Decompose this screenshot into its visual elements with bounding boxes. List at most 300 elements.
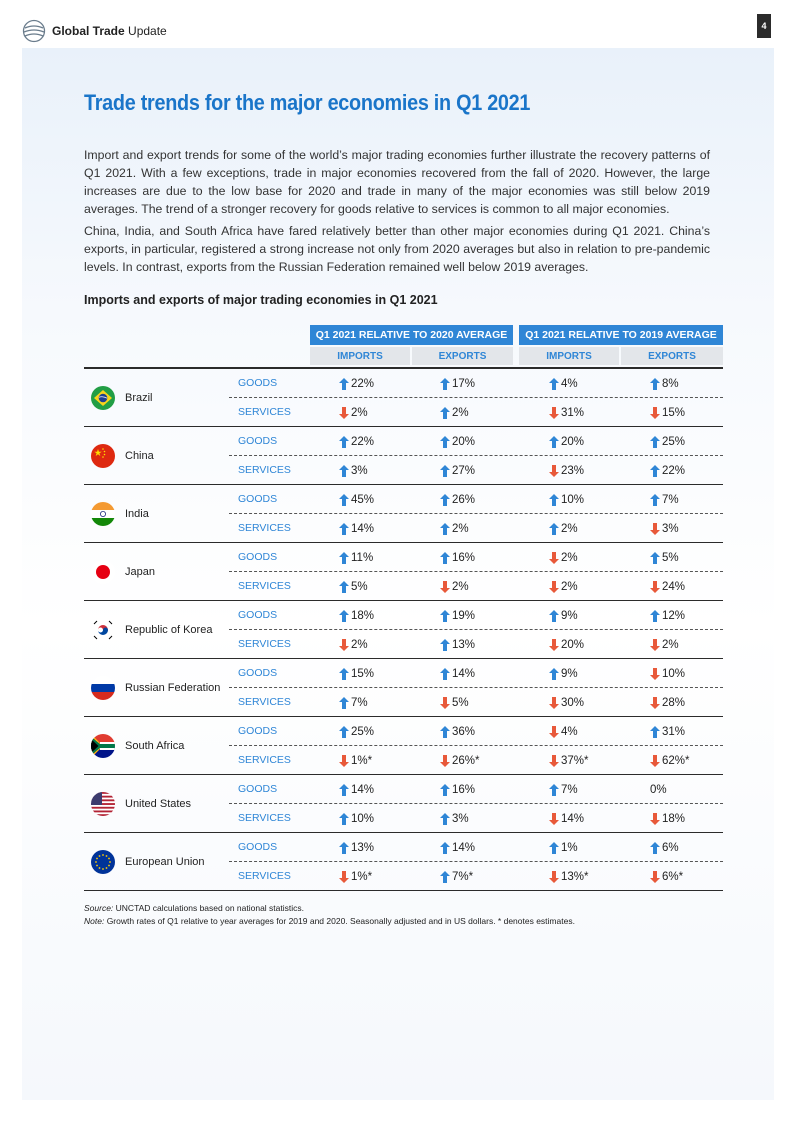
value-cell (440, 378, 475, 390)
value-cell (650, 465, 685, 477)
services-label: SERVICES (238, 580, 291, 592)
up-arrow-icon (650, 494, 662, 506)
china-flag-icon (91, 444, 115, 468)
table-row (84, 717, 723, 775)
value-cell (650, 436, 685, 448)
up-arrow-icon (549, 523, 561, 535)
value-cell (339, 610, 374, 622)
value-text: 18% (351, 610, 375, 622)
down-arrow-icon (549, 639, 561, 651)
value-cell (440, 668, 475, 680)
value-text: 22% (662, 465, 686, 477)
value-cell (549, 523, 578, 535)
value-text: 1%* (351, 871, 373, 883)
value-cell (339, 552, 373, 564)
value-cell (650, 494, 679, 506)
value-text: 20% (561, 639, 585, 651)
country-name: Russian Federation (125, 682, 221, 694)
value-cell (549, 697, 584, 709)
value-cell (440, 465, 475, 477)
down-arrow-icon (650, 697, 662, 709)
up-arrow-icon (440, 523, 452, 535)
value-cell (440, 813, 469, 825)
value-text: 26%* (452, 755, 480, 767)
value-text: 10% (662, 668, 686, 680)
value-text: 14% (351, 784, 375, 796)
table-row (84, 427, 723, 485)
value-cell (650, 697, 685, 709)
services-subrow (229, 688, 723, 717)
goods-subrow (229, 833, 723, 862)
value-text: 14% (561, 813, 585, 825)
up-arrow-icon (339, 465, 351, 477)
services-label: SERVICES (238, 754, 291, 766)
services-subrow (229, 572, 723, 601)
value-text: 3% (662, 523, 679, 535)
goods-subrow (229, 369, 723, 398)
country-cell (84, 659, 229, 717)
goods-label: GOODS (238, 725, 278, 737)
value-cell (339, 581, 368, 593)
value-cell (440, 639, 475, 651)
goods-subrow (229, 659, 723, 688)
down-arrow-icon (549, 871, 561, 883)
value-cell (339, 436, 374, 448)
up-arrow-icon (339, 784, 351, 796)
value-text: 2% (452, 581, 469, 593)
up-arrow-icon (549, 378, 561, 390)
header (22, 18, 167, 44)
up-arrow-icon (549, 494, 561, 506)
value-text: 28% (662, 697, 686, 709)
value-cell (650, 378, 679, 390)
goods-label: GOODS (238, 435, 278, 447)
country-cell (84, 485, 229, 543)
value-cell (440, 436, 475, 448)
value-cell (650, 813, 685, 825)
country-name: India (125, 508, 149, 520)
value-text: 7% (351, 697, 368, 709)
subheader-imports-2020: IMPORTS (310, 347, 410, 365)
up-arrow-icon (339, 436, 351, 448)
usa-flag-icon (91, 792, 115, 816)
subheader-exports-2019: EXPORTS (621, 347, 723, 365)
services-label: SERVICES (238, 870, 291, 882)
value-text: 6% (662, 842, 679, 854)
down-arrow-icon (549, 581, 561, 593)
up-arrow-icon (339, 842, 351, 854)
note-footnote: Note: Growth rates of Q1 relative to year averages for 2019 and 2020. Seasonally adjusted and in US dollars. * denotes estimates. (84, 916, 575, 926)
up-arrow-icon (549, 668, 561, 680)
value-cell (549, 784, 578, 796)
value-text: 10% (351, 813, 375, 825)
value-cell (339, 813, 374, 825)
up-arrow-icon (339, 552, 351, 564)
value-cell (440, 610, 475, 622)
down-arrow-icon (650, 581, 662, 593)
down-arrow-icon (440, 755, 452, 767)
country-name: China (125, 450, 154, 462)
up-arrow-icon (339, 494, 351, 506)
value-cell (339, 378, 374, 390)
value-text: 14% (351, 523, 375, 535)
up-arrow-icon (440, 639, 452, 651)
value-text: 9% (561, 610, 578, 622)
up-arrow-icon (339, 668, 351, 680)
value-text: 2% (561, 523, 578, 535)
value-cell (440, 494, 475, 506)
japan-flag-icon (91, 560, 115, 584)
goods-subrow (229, 543, 723, 572)
value-text: 2% (351, 639, 368, 651)
value-text: 4% (561, 378, 578, 390)
country-name: European Union (125, 856, 205, 868)
up-arrow-icon (650, 436, 662, 448)
value-cell (339, 842, 374, 854)
value-cell (339, 639, 368, 651)
value-cell (650, 871, 683, 883)
goods-subrow (229, 717, 723, 746)
country-cell (84, 717, 229, 775)
value-text: 10% (561, 494, 585, 506)
row-rule (84, 890, 723, 891)
table-row (84, 775, 723, 833)
value-text: 31% (662, 726, 686, 738)
country-name: South Africa (125, 740, 185, 752)
value-text: 7% (662, 494, 679, 506)
down-arrow-icon (650, 871, 662, 883)
page-number: 4 (757, 14, 771, 38)
up-arrow-icon (440, 378, 452, 390)
down-arrow-icon (440, 697, 452, 709)
value-text: 20% (452, 436, 476, 448)
value-cell (549, 842, 578, 854)
down-arrow-icon (650, 407, 662, 419)
up-arrow-icon (549, 436, 561, 448)
value-cell (339, 755, 372, 767)
services-subrow (229, 456, 723, 485)
up-arrow-icon (440, 552, 452, 564)
down-arrow-icon (549, 407, 561, 419)
value-cell (339, 494, 374, 506)
value-cell (440, 871, 473, 883)
value-cell (549, 610, 578, 622)
value-cell (549, 813, 584, 825)
value-text: 2% (561, 552, 578, 564)
value-cell (339, 523, 374, 535)
table-row (84, 543, 723, 601)
country-cell (84, 543, 229, 601)
value-cell (440, 726, 475, 738)
up-arrow-icon (339, 378, 351, 390)
value-cell (549, 378, 578, 390)
services-label: SERVICES (238, 812, 291, 824)
up-arrow-icon (650, 378, 662, 390)
value-text: 2% (662, 639, 679, 651)
up-arrow-icon (440, 871, 452, 883)
value-cell (339, 871, 372, 883)
up-arrow-icon (549, 610, 561, 622)
value-text: 7%* (452, 871, 474, 883)
down-arrow-icon (440, 581, 452, 593)
value-cell (549, 755, 589, 767)
table-title: Imports and exports of major trading economies in Q1 2021 (84, 293, 438, 307)
goods-label: GOODS (238, 667, 278, 679)
header-title: Global Trade Update (52, 24, 167, 38)
goods-subrow (229, 485, 723, 514)
value-cell (339, 407, 368, 419)
value-cell (440, 407, 469, 419)
country-name: Republic of Korea (125, 624, 213, 636)
up-arrow-icon (650, 726, 662, 738)
up-arrow-icon (339, 581, 351, 593)
value-cell (339, 697, 368, 709)
value-text: 12% (662, 610, 686, 622)
value-text: 25% (662, 436, 686, 448)
goods-label: GOODS (238, 841, 278, 853)
value-text: 5% (662, 552, 679, 564)
down-arrow-icon (549, 465, 561, 477)
up-arrow-icon (440, 610, 452, 622)
value-text: 23% (561, 465, 585, 477)
value-text: 1%* (351, 755, 373, 767)
value-text: 14% (452, 842, 476, 854)
services-subrow (229, 514, 723, 543)
paragraph-1: Import and export trends for some of the world’s major trading economies further illustrate the recovery patterns of Q1 2021. With a few exceptions, trade in major economies recovered from the fall of 2020. However, the large increases are due to the low base for 2020 and trade in many of the major economies was still below 2019 averages. The trend of a stronger recovery for goods relative to services is common to all major economies. (84, 148, 710, 216)
value-text: 13% (452, 639, 476, 651)
value-cell (549, 552, 578, 564)
value-cell (650, 610, 685, 622)
value-text: 9% (561, 668, 578, 680)
services-subrow (229, 746, 723, 775)
value-text: 0% (650, 784, 667, 796)
down-arrow-icon (549, 552, 561, 564)
up-arrow-icon (339, 523, 351, 535)
russia-flag-icon (91, 676, 115, 700)
subheader-exports-2020: EXPORTS (412, 347, 513, 365)
value-cell (549, 726, 578, 738)
value-text: 3% (452, 813, 469, 825)
up-arrow-icon (339, 697, 351, 709)
country-name: United States (125, 798, 192, 810)
value-cell (549, 494, 584, 506)
goods-label: GOODS (238, 783, 278, 795)
down-arrow-icon (650, 813, 662, 825)
services-label: SERVICES (238, 638, 291, 650)
value-cell (440, 755, 480, 767)
table-row (84, 485, 723, 543)
country-name: Japan (125, 566, 155, 578)
eu-flag-icon (91, 850, 115, 874)
value-text: 62%* (662, 755, 690, 767)
value-text: 26% (452, 494, 476, 506)
country-name: Brazil (125, 392, 153, 404)
goods-label: GOODS (238, 493, 278, 505)
korea-flag-icon (91, 618, 115, 642)
value-text: 2% (351, 407, 368, 419)
up-arrow-icon (339, 813, 351, 825)
value-text: 27% (452, 465, 476, 477)
value-cell (339, 465, 368, 477)
value-cell (650, 668, 685, 680)
value-text: 45% (351, 494, 375, 506)
table-row (84, 601, 723, 659)
down-arrow-icon (339, 639, 351, 651)
value-cell (440, 842, 475, 854)
source-footnote: Source: UNCTAD calculations based on national statistics. (84, 903, 305, 913)
goods-subrow (229, 601, 723, 630)
value-text: 8% (662, 378, 679, 390)
globe-logo-icon (22, 19, 46, 43)
value-cell (440, 581, 469, 593)
table-row (84, 369, 723, 427)
value-cell (549, 465, 584, 477)
services-label: SERVICES (238, 464, 291, 476)
services-subrow (229, 804, 723, 833)
value-cell (440, 697, 469, 709)
value-cell (549, 871, 589, 883)
value-text: 6%* (662, 871, 684, 883)
value-text: 4% (561, 726, 578, 738)
down-arrow-icon (549, 726, 561, 738)
down-arrow-icon (339, 755, 351, 767)
services-subrow (229, 398, 723, 427)
value-cell (549, 668, 578, 680)
value-text: 17% (452, 378, 476, 390)
value-text: 19% (452, 610, 476, 622)
value-cell (339, 784, 374, 796)
value-cell (549, 436, 584, 448)
value-text: 13% (351, 842, 375, 854)
up-arrow-icon (440, 436, 452, 448)
value-cell (650, 523, 679, 535)
services-label: SERVICES (238, 406, 291, 418)
table-row (84, 659, 723, 717)
country-cell (84, 369, 229, 427)
up-arrow-icon (440, 668, 452, 680)
value-cell (650, 407, 685, 419)
services-subrow (229, 862, 723, 891)
value-text: 15% (351, 668, 375, 680)
value-cell (650, 581, 685, 593)
header-2019-average: Q1 2021 RELATIVE TO 2019 AVERAGE (519, 325, 723, 345)
up-arrow-icon (650, 610, 662, 622)
value-cell (650, 784, 667, 796)
value-text: 5% (452, 697, 469, 709)
up-arrow-icon (339, 610, 351, 622)
country-cell (84, 775, 229, 833)
value-cell (549, 407, 584, 419)
value-text: 36% (452, 726, 476, 738)
up-arrow-icon (440, 494, 452, 506)
value-text: 3% (351, 465, 368, 477)
value-cell (549, 639, 584, 651)
goods-label: GOODS (238, 609, 278, 621)
header-2020-average: Q1 2021 RELATIVE TO 2020 AVERAGE (310, 325, 513, 345)
goods-label: GOODS (238, 377, 278, 389)
down-arrow-icon (339, 407, 351, 419)
down-arrow-icon (549, 755, 561, 767)
value-cell (440, 523, 469, 535)
up-arrow-icon (440, 784, 452, 796)
page-title: Trade trends for the major economies in Q1 2021 (84, 90, 531, 115)
goods-subrow (229, 427, 723, 456)
value-cell (650, 726, 685, 738)
value-text: 30% (561, 697, 585, 709)
value-text: 24% (662, 581, 686, 593)
value-cell (650, 639, 679, 651)
up-arrow-icon (650, 552, 662, 564)
value-text: 7% (561, 784, 578, 796)
value-cell (440, 552, 475, 564)
table-row (84, 833, 723, 891)
value-text: 16% (452, 552, 476, 564)
up-arrow-icon (440, 842, 452, 854)
services-label: SERVICES (238, 696, 291, 708)
goods-label: GOODS (238, 551, 278, 563)
value-cell (339, 668, 374, 680)
services-label: SERVICES (238, 522, 291, 534)
value-text: 15% (662, 407, 686, 419)
south-africa-flag-icon (91, 734, 115, 758)
value-text: 16% (452, 784, 476, 796)
down-arrow-icon (650, 755, 662, 767)
value-text: 37%* (561, 755, 589, 767)
up-arrow-icon (650, 842, 662, 854)
value-text: 25% (351, 726, 375, 738)
india-flag-icon (91, 502, 115, 526)
down-arrow-icon (549, 697, 561, 709)
down-arrow-icon (650, 668, 662, 680)
up-arrow-icon (440, 726, 452, 738)
country-cell (84, 427, 229, 485)
down-arrow-icon (650, 639, 662, 651)
value-text: 14% (452, 668, 476, 680)
value-text: 18% (662, 813, 686, 825)
subheader-imports-2019: IMPORTS (519, 347, 619, 365)
value-text: 2% (452, 407, 469, 419)
value-text: 2% (561, 581, 578, 593)
value-cell (440, 784, 475, 796)
value-text: 11% (351, 552, 374, 564)
value-text: 20% (561, 436, 585, 448)
up-arrow-icon (650, 465, 662, 477)
value-text: 13%* (561, 871, 589, 883)
services-subrow (229, 630, 723, 659)
value-text: 2% (452, 523, 469, 535)
value-cell (650, 755, 690, 767)
goods-subrow (229, 775, 723, 804)
up-arrow-icon (440, 813, 452, 825)
down-arrow-icon (650, 523, 662, 535)
brazil-flag-icon (91, 386, 115, 410)
value-cell (549, 581, 578, 593)
up-arrow-icon (440, 407, 452, 419)
value-text: 1% (561, 842, 578, 854)
value-text: 22% (351, 436, 375, 448)
value-cell (339, 726, 374, 738)
country-cell (84, 601, 229, 659)
down-arrow-icon (549, 813, 561, 825)
up-arrow-icon (440, 465, 452, 477)
down-arrow-icon (339, 871, 351, 883)
value-text: 5% (351, 581, 368, 593)
country-cell (84, 833, 229, 891)
value-cell (650, 842, 679, 854)
up-arrow-icon (549, 842, 561, 854)
paragraph-2: China, India, and South Africa have fared relatively better than other major economies during Q1 2021. China’s exports, in particular, registered a strong increase not only from 2020 averages but also in relation to pre-pandemic levels. In contrast, exports from the Russian Federation remained well below 2019 averages. (84, 224, 710, 274)
up-arrow-icon (549, 784, 561, 796)
